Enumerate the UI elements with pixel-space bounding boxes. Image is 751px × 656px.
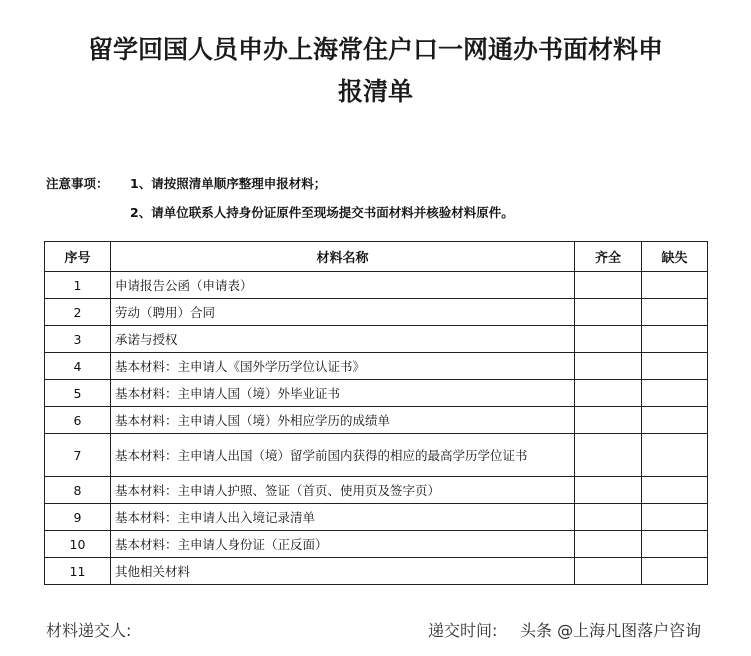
- row-seq: 5: [45, 380, 111, 407]
- row-material-name: 基本材料：主申请人《国外学历学位认证书》: [111, 353, 575, 380]
- row-material-name: 基本材料：主申请人国（境）外毕业证书: [111, 380, 575, 407]
- document-title-line2: 报清单: [337, 77, 413, 106]
- row-missing-cell: [642, 558, 708, 585]
- row-seq: 6: [45, 407, 111, 434]
- notice-label: 注意事项：: [46, 176, 109, 191]
- watermark-text: 头条 @上海凡图落户咨询: [520, 621, 702, 640]
- table-row: [45, 434, 708, 477]
- header-complete: 齐全: [575, 242, 642, 272]
- row-material-name: 承诺与授权: [111, 326, 575, 353]
- row-material-name: 基本材料：主申请人身份证（正反面）: [111, 531, 575, 558]
- table-row: [45, 558, 708, 585]
- row-missing-cell: [642, 272, 708, 299]
- row-complete-cell: [575, 326, 642, 353]
- row-missing-cell: [642, 504, 708, 531]
- row-missing-cell: [642, 407, 708, 434]
- footer-time-label: 递交时间:: [428, 621, 498, 640]
- footer-submitter-label: 材料递交人:: [46, 621, 132, 640]
- row-complete-cell: [575, 504, 642, 531]
- header-missing: 缺失: [642, 242, 708, 272]
- row-missing-cell: [642, 299, 708, 326]
- row-complete-cell: [575, 531, 642, 558]
- row-complete-cell: [575, 353, 642, 380]
- materials-table: [44, 241, 708, 585]
- row-seq: 3: [45, 326, 111, 353]
- row-seq: 2: [45, 299, 111, 326]
- row-material-name: 基本材料：主申请人出国（境）留学前国内获得的相应的最高学历学位证书: [111, 434, 575, 477]
- row-material-name: 基本材料：主申请人国（境）外相应学历的成绩单: [111, 407, 575, 434]
- header-material-name: 材料名称: [111, 242, 575, 272]
- table-row: [45, 272, 708, 299]
- row-complete-cell: [575, 299, 642, 326]
- row-missing-cell: [642, 380, 708, 407]
- row-material-name: 基本材料：主申请人护照、签证（首页、使用页及签字页）: [111, 477, 575, 504]
- row-complete-cell: [575, 407, 642, 434]
- row-seq: 10: [45, 531, 111, 558]
- table-row: [45, 353, 708, 380]
- table-row: [45, 477, 708, 504]
- table-row: [45, 531, 708, 558]
- row-complete-cell: [575, 272, 642, 299]
- row-missing-cell: [642, 353, 708, 380]
- row-seq: 9: [45, 504, 111, 531]
- header-seq: 序号: [45, 242, 111, 272]
- row-seq: 8: [45, 477, 111, 504]
- row-seq: 4: [45, 353, 111, 380]
- table-row: [45, 326, 708, 353]
- row-missing-cell: [642, 477, 708, 504]
- table-row: [45, 299, 708, 326]
- row-material-name: 其他相关材料: [111, 558, 575, 585]
- row-complete-cell: [575, 434, 642, 477]
- table-row: [45, 380, 708, 407]
- row-missing-cell: [642, 326, 708, 353]
- row-seq: 1: [45, 272, 111, 299]
- table-row: [45, 504, 708, 531]
- notice-item-1: 1、请按照清单顺序整理申报材料；: [130, 176, 327, 191]
- row-missing-cell: [642, 434, 708, 477]
- row-complete-cell: [575, 558, 642, 585]
- row-material-name: 基本材料：主申请人出入境记录清单: [111, 504, 575, 531]
- row-seq: 7: [45, 434, 111, 477]
- row-material-name: 劳动（聘用）合同: [111, 299, 575, 326]
- row-material-name: 申请报告公函（申请表）: [111, 272, 575, 299]
- table-header-row: [45, 242, 708, 272]
- row-complete-cell: [575, 477, 642, 504]
- notice-item-2: 2、请单位联系人持身份证原件至现场提交书面材料并核验材料原件。: [130, 205, 514, 220]
- row-seq: 11: [45, 558, 111, 585]
- row-complete-cell: [575, 380, 642, 407]
- row-missing-cell: [642, 531, 708, 558]
- table-row: [45, 407, 708, 434]
- document-title-line1: 留学回国人员申办上海常住户口一网通办书面材料申: [87, 35, 663, 64]
